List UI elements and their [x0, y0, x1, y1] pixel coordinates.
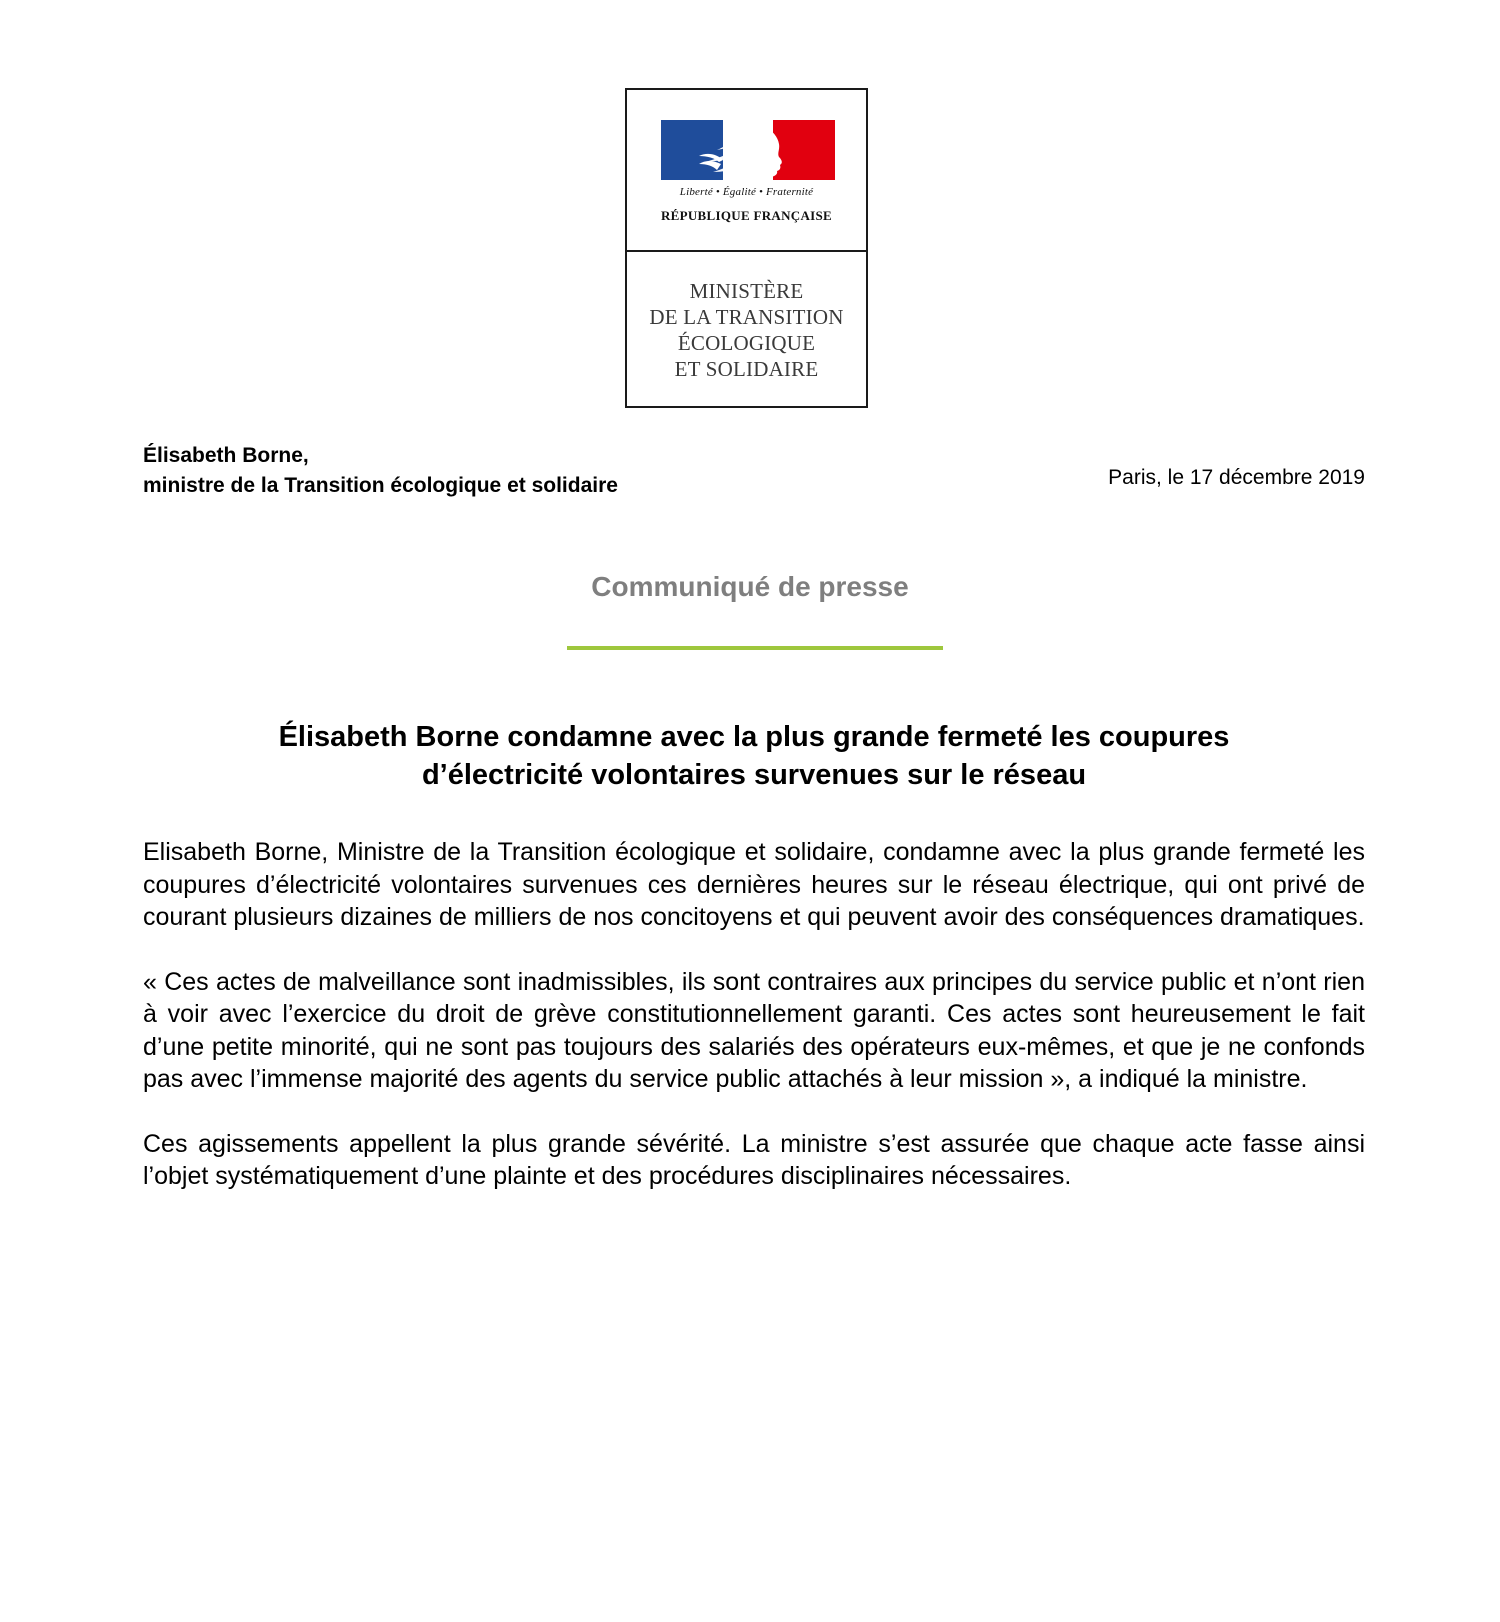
headline-line: Élisabeth Borne condamne avec la plus grande fermeté les coupures	[278, 721, 1230, 753]
document-type-label: Communiqué de presse	[591, 571, 909, 602]
press-release-body	[143, 836, 1365, 1225]
sender-block	[143, 441, 618, 501]
ministry-line: ET SOLIDAIRE	[674, 357, 819, 381]
ministry-logo	[625, 88, 868, 408]
headline-line: d’électricité volontaires survenues sur le réseau	[421, 759, 1087, 791]
marianne-flag-icon	[661, 120, 835, 180]
republic-name: RÉPUBLIQUE FRANÇAISE	[660, 208, 833, 223]
headline	[143, 718, 1365, 794]
press-release-date: Paris, le 17 décembre 2019	[1108, 466, 1365, 489]
ministry-name	[627, 278, 866, 382]
body-paragraph: « Ces actes de malveillance sont inadmissibles, ils sont contraires aux principes du service public et n’ont rien à voir avec l’exercice du droit de grève constitutionnellement garanti. Ces actes sont heureusement le fait d’une petite minorité, qui ne sont pas toujours des salariés des opérateurs eux-mêmes, et que je ne confonds pas avec l’immense majorité des agents du service public attachés à leur mission », a indiqué la ministre.	[143, 967, 1365, 1093]
body-paragraph: Ces agissements appellent la plus grande sévérité. La ministre s’est assurée que chaque acte fasse ainsi l’objet systématiquement d’une plainte et des procédures disciplinaires nécessaires.	[143, 1129, 1365, 1190]
republique-francaise-block	[627, 90, 866, 252]
sender-name: Élisabeth Borne,	[143, 444, 309, 467]
ministry-line: ÉCOLOGIQUE	[677, 331, 816, 355]
ministry-line: MINISTÈRE	[689, 279, 804, 303]
republic-motto: Liberté • Égalité • Fraternité	[679, 186, 814, 198]
sender-role: ministre de la Transition écologique et solidaire	[143, 474, 618, 497]
title-underline-divider	[567, 646, 943, 650]
ministry-line: DE LA TRANSITION	[649, 305, 844, 329]
body-paragraph: Elisabeth Borne, Ministre de la Transition écologique et solidaire, condamne avec la plus grande fermeté les coupures d’électricité volontaires survenues ces dernières heures sur le réseau électrique, qui ont privé de courant plusieurs dizaines de milliers de nos concitoyens et qui peuvent avoir des conséquences dramatiques.	[143, 838, 1365, 931]
